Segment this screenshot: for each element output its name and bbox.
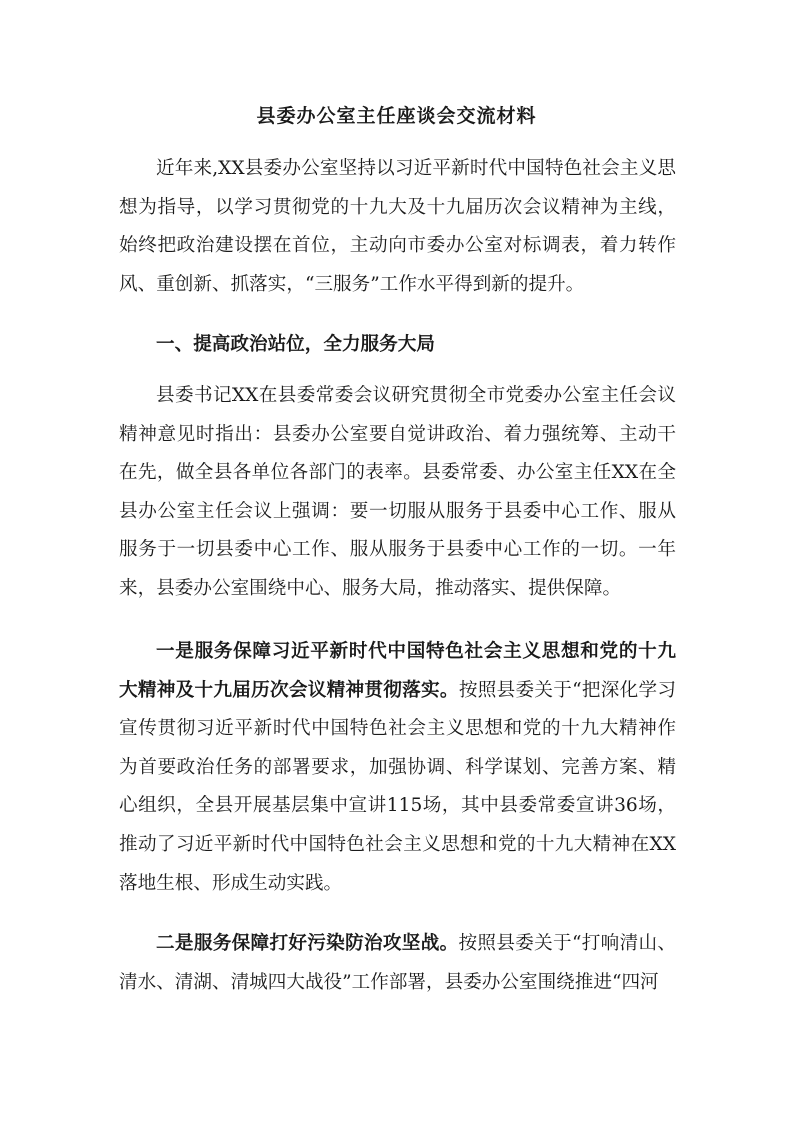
item-1-lead: 一是服务保障习近平新时代中国特色社会主义思想和党的十九大精神及十九届历次会议精神贯彻落实。 (119, 641, 676, 701)
section-1-paragraph: 县委书记XX在县委常委会议研究贯彻全市党委办公室主任会议精神意见时指出：县委办公室要自觉讲政治、着力强统筹、主动干在先，做全县各单位各部门的表率。县委常委、办公室主任XX在全县办公室主任会议上强调：要一切服从服务于县委中心工作、服从服务于一切县委中心工作、服从服务于县委中心工作的一切。一年来，县委办公室围绕中心、服务大局，推动落实、提供保障。 (119, 385, 676, 599)
item-2-lead: 二是服务保障打好污染防治攻坚战。 (156, 933, 459, 954)
item-1-paragraph (119, 633, 676, 903)
intro-paragraph: 近年来,XX县委办公室坚持以习近平新时代中国特色社会主义思想为指导，以学习贯彻党的十九大及十九届历次会议精神为主线，始终把政治建设摆在首位，主动向市委办公室对标调表，着力转作风、重创新、抓落实，“三服务”工作水平得到新的提升。 (119, 158, 676, 295)
item-1-text: 按照县委关于“把深化学习宣传贯彻习近平新时代中国特色社会主义思想和党的十九大精神作为首要政治任务的部署要求，加强协调、科学谋划、完善方案、精心组织，全县开展基层集中宣讲115场，其中县委常委宣讲36场，推动了习近平新时代中国特色社会主义思想和党的十九大精神在XX落地生根、形成生动实践。 (119, 679, 676, 894)
item-2-text: 按照县委关于“打响清山、清水、清湖、清城四大战役”工作部署，县委办公室围绕推进“四河 (119, 933, 676, 993)
section-heading-1: 一、提高政治站位，全力服务大局 (156, 334, 435, 355)
item-2-paragraph (119, 925, 676, 1002)
document-title: 县委办公室主任座谈会交流材料 (256, 105, 537, 127)
